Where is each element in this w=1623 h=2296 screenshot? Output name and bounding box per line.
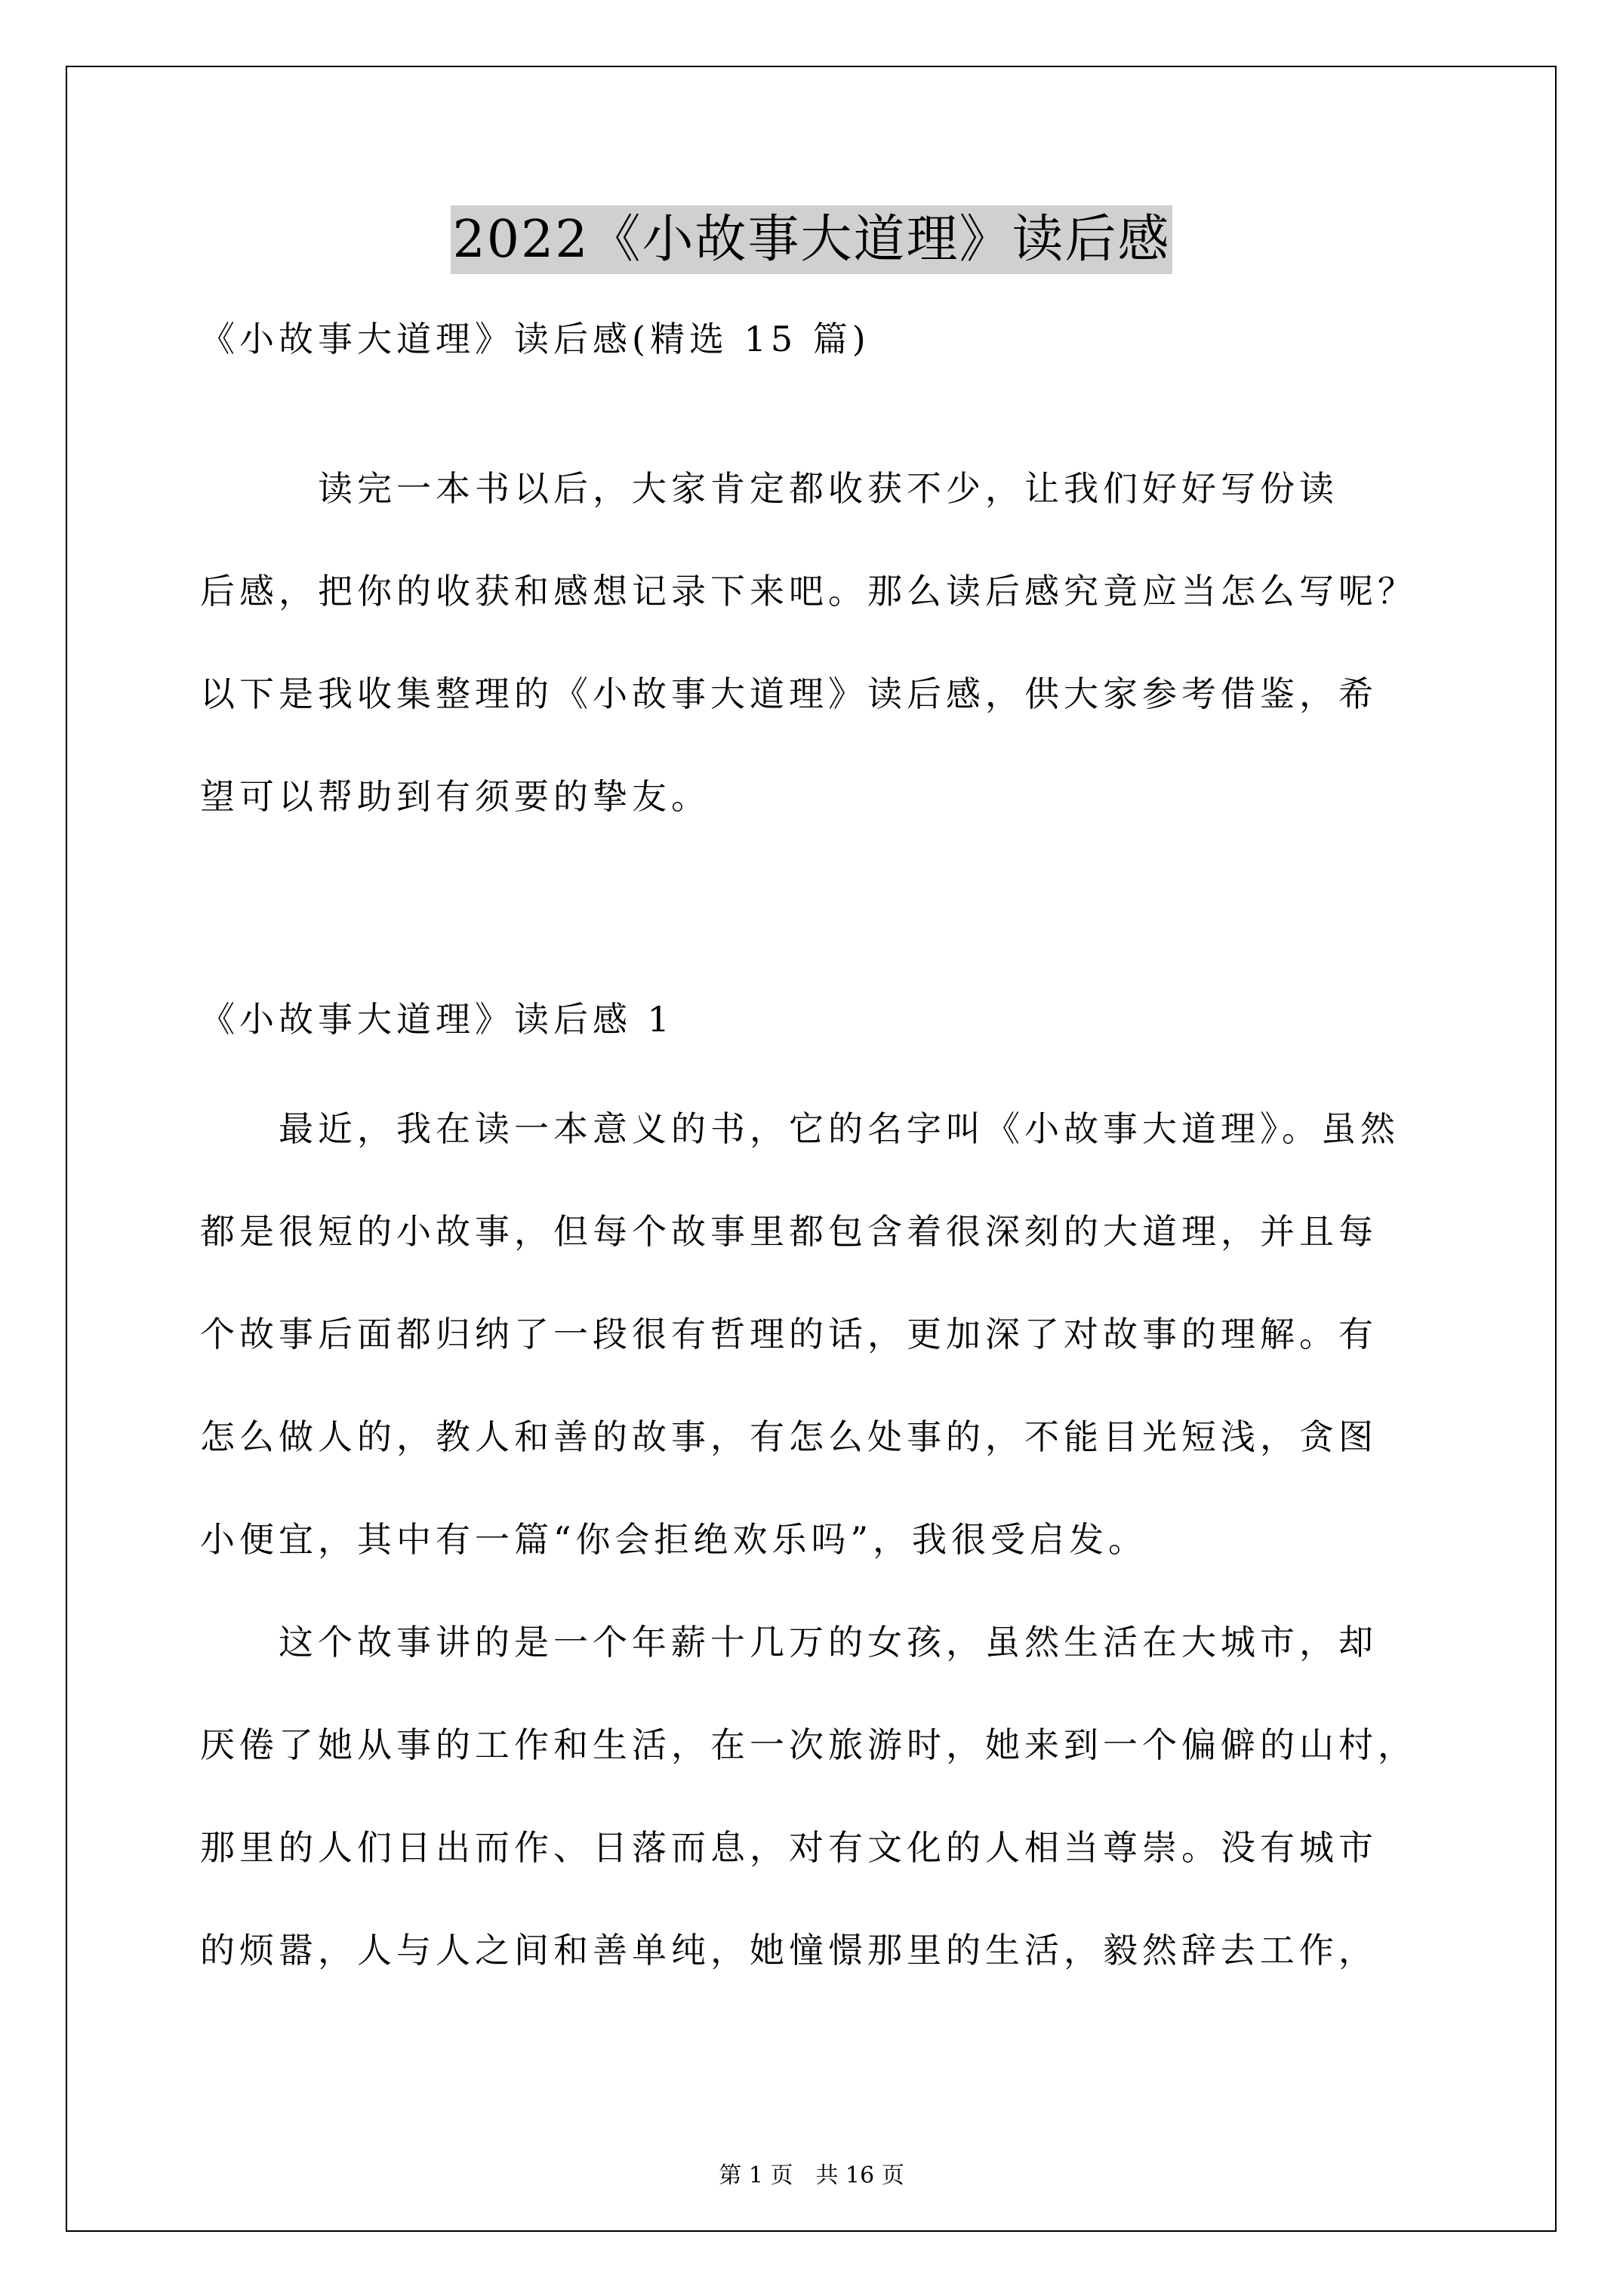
paragraph-line: 厌倦了她从事的工作和生活，在一次旅游时，她来到一个偏僻的山村， bbox=[200, 1724, 1417, 1765]
paragraph-line: 小便宜，其中有一篇“你会拒绝欢乐吗”，我很受启发。 bbox=[200, 1519, 1148, 1560]
subtitle-line: 《小故事大道理》读后感(精选 15 篇) bbox=[200, 319, 870, 359]
section-heading: 《小故事大道理》读后感 1 bbox=[200, 999, 674, 1040]
paragraph-line: 都是很短的小故事，但每个故事里都包含着很深刻的大道理，并且每 bbox=[200, 1211, 1378, 1252]
paragraph-line: 以下是我收集整理的《小故事大道理》读后感，供大家参考借鉴，希 bbox=[200, 673, 1378, 714]
paragraph-line: 最近，我在读一本意义的书，它的名字叫《小故事大道理》。虽然 bbox=[200, 1108, 1400, 1149]
paragraph-line: 望可以帮助到有须要的挚友。 bbox=[200, 776, 710, 817]
paragraph-line: 的烦嚣，人与人之间和善单纯，她憧憬那里的生活，毅然辞去工作， bbox=[200, 1930, 1378, 1971]
page-number: 第 1 页 bbox=[719, 2162, 793, 2189]
page-total: 共 16 页 bbox=[815, 2162, 904, 2189]
paragraph-line: 怎么做人的，教人和善的故事，有怎么处事的，不能目光短浅，贪图 bbox=[200, 1416, 1378, 1457]
paragraph-line: 后感，把你的收获和感想记录下来吧。那么读后感究竟应当怎么写呢？ bbox=[200, 571, 1417, 612]
document-title-text: 2022《小故事大道理》读后感 bbox=[451, 205, 1172, 274]
paragraph-line: 读完一本书以后，大家肯定都收获不少，让我们好好写份读 bbox=[200, 468, 1338, 509]
paragraph-line: 个故事后面都归纳了一段很有哲理的话，更加深了对故事的理解。有 bbox=[200, 1314, 1378, 1354]
paragraph-line: 这个故事讲的是一个年薪十几万的女孩，虽然生活在大城市，却 bbox=[200, 1622, 1378, 1663]
page-footer bbox=[0, 2161, 1623, 2191]
paragraph-line: 那里的人们日出而作、日落而息，对有文化的人相当尊崇。没有城市 bbox=[200, 1827, 1378, 1868]
document-title bbox=[0, 202, 1623, 278]
